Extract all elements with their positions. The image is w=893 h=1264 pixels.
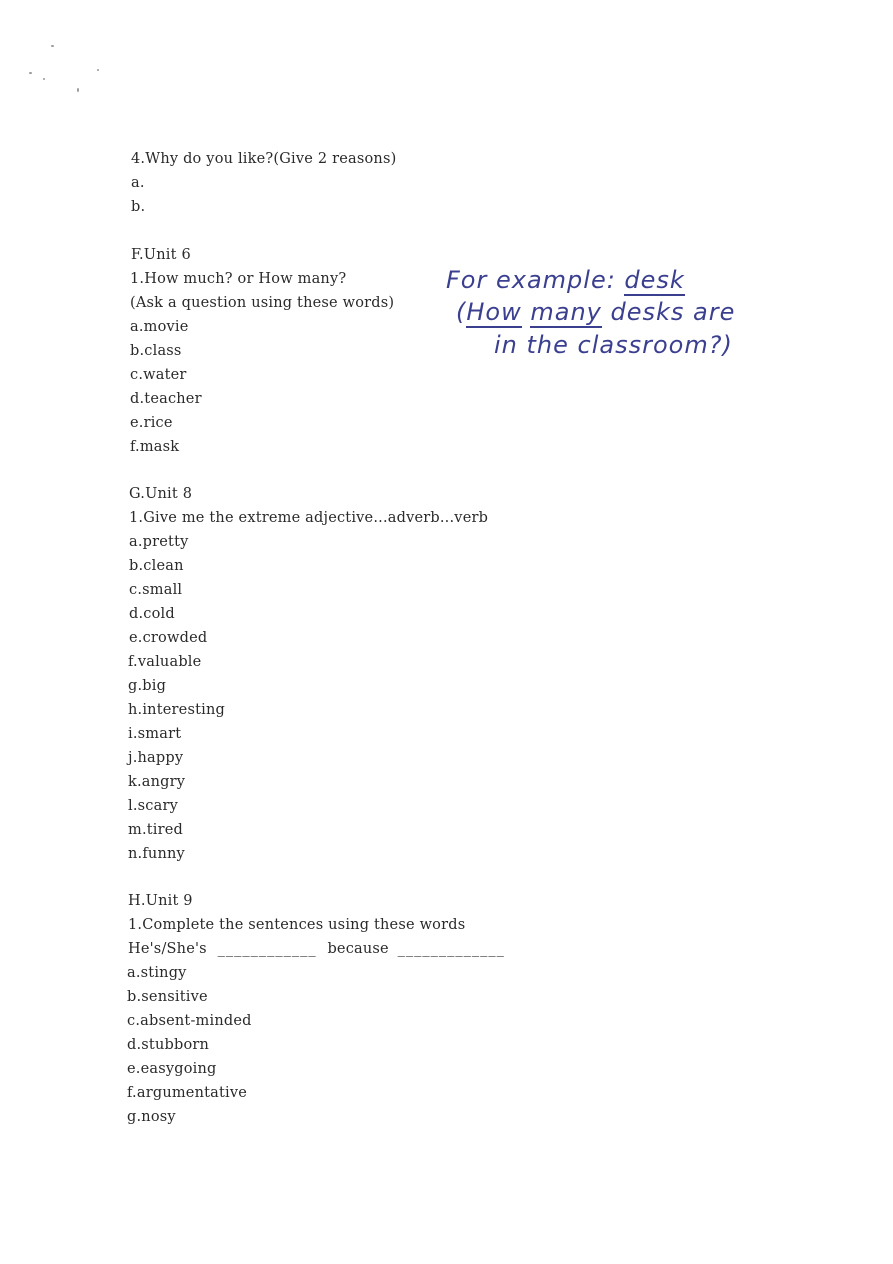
unit6-instruction: (Ask a question using these words) [130,295,395,311]
unit8-item: b.clean [129,558,184,574]
unit9-sentence-template [128,940,505,958]
unit6-item: e.rice [130,415,173,431]
unit6-question: 1.How much? or How many? [130,271,347,287]
unit8-heading: G.Unit 8 [129,486,193,502]
unit9-item: c.absent-minded [127,1013,252,1029]
scan-speck [77,88,79,92]
unit8-item: d.cold [129,606,175,622]
unit8-item: h.interesting [128,702,225,718]
template-subject: He's/She's [128,941,207,957]
unit8-item: c.small [129,582,183,598]
unit8-item: e.crowded [129,630,208,646]
handwritten-note-prefix: For example: [446,266,625,294]
handwritten-note-line3: in the classroom?) [494,331,733,359]
scan-speck [97,69,99,71]
scan-speck [43,78,45,80]
unit6-item: c.water [130,367,187,383]
unit8-item: l.scary [128,798,178,814]
unit8-item: f.valuable [128,654,202,670]
unit8-item: k.angry [128,774,186,790]
unit8-item: g.big [128,678,167,694]
unit6-item: f.mask [130,439,180,455]
q4-answer-b: b. [131,199,146,215]
unit6-item: b.class [130,343,182,359]
handwritten-note-line2 [456,298,735,326]
unit8-item: n.funny [128,846,185,862]
unit8-item: m.tired [128,822,184,838]
unit6-item: a.movie [130,319,189,335]
unit9-item: d.stubborn [127,1037,210,1053]
unit9-item: b.sensitive [127,989,208,1005]
handwritten-rest: desks are [601,298,736,326]
unit8-item: a.pretty [129,534,189,550]
scan-speck [51,45,54,47]
unit8-item: i.smart [128,726,182,742]
unit9-item: a.stingy [127,965,187,981]
unit9-heading: H.Unit 9 [128,893,193,909]
template-blank-2: _____________ [397,941,505,957]
q4-answer-a: a. [131,175,145,191]
handwritten-note-word: desk [624,266,685,294]
handwritten-note-line1 [446,266,685,294]
unit9-question: 1.Complete the sentences using these words [128,917,466,933]
unit6-item: d.teacher [130,391,202,407]
handwritten-how: How [466,298,522,326]
unit6-heading: F.Unit 6 [131,247,191,263]
unit9-item: f.argumentative [127,1085,248,1101]
template-blank-1: ____________ [217,941,317,957]
handwritten-paren: ( [456,298,467,326]
unit8-item: j.happy [128,750,184,766]
unit9-item: g.nosy [127,1109,176,1125]
scan-speck [29,72,32,74]
template-because: because [327,941,389,957]
unit9-item: e.easygoing [127,1061,217,1077]
handwritten-many: many [530,298,602,326]
unit8-question: 1.Give me the extreme adjective...adverb...verb [129,510,489,526]
q4-question: 4.Why do you like?(Give 2 reasons) [131,151,397,167]
